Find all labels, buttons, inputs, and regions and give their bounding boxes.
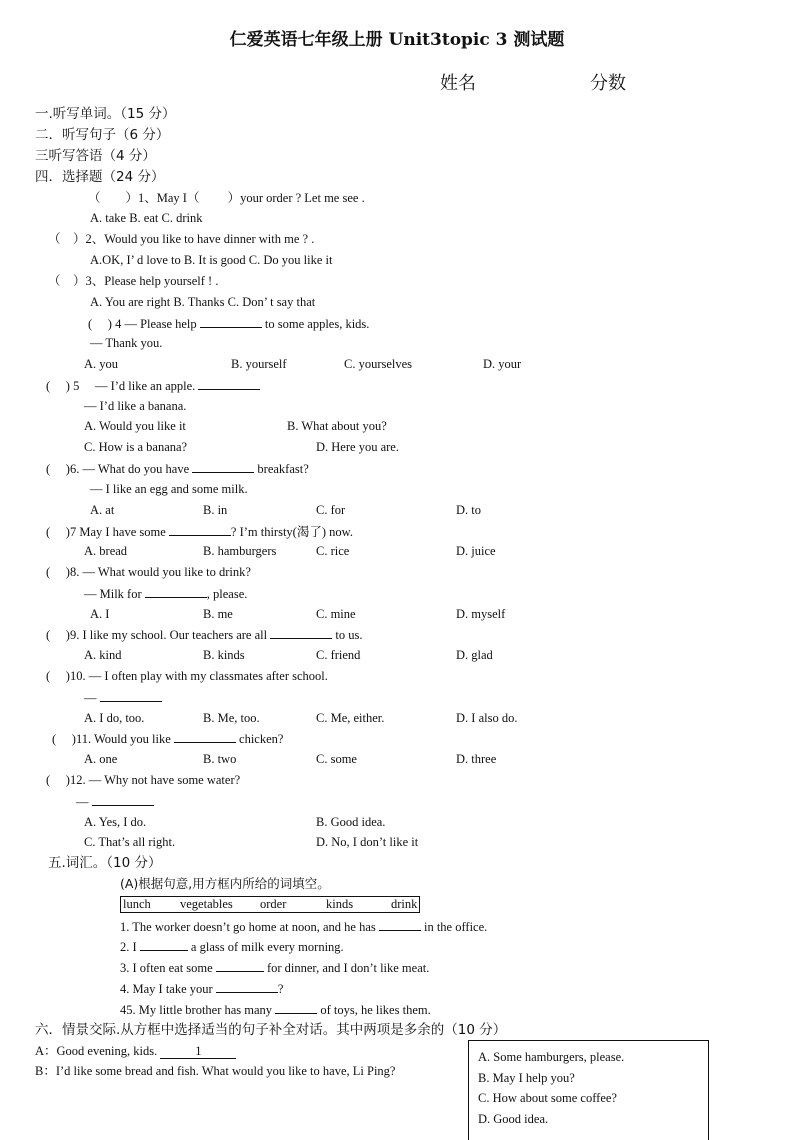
option-a: A. Would you like it <box>84 419 186 433</box>
option-c: C. That’s all right. <box>84 835 176 849</box>
answer-paren[interactable]: ( ) <box>46 565 70 579</box>
reply-text: — <box>76 795 89 809</box>
option-c: C. some <box>316 752 357 766</box>
question-8-reply <box>84 585 247 602</box>
dialog-option-a: A. Some hamburgers, please. <box>478 1050 625 1064</box>
option-a: A. one <box>84 752 118 766</box>
dialog-text: A：Good evening, kids. <box>35 1044 158 1058</box>
option-c: C. How is a banana? <box>84 440 188 454</box>
vocab-text: 4. May I take your <box>120 982 213 996</box>
question-stem: 10. — I often play with my classmates after school. <box>69 669 328 683</box>
question-11 <box>52 730 283 747</box>
word-bank-item: order <box>260 897 287 911</box>
question-stem: 6. — What do you have <box>69 462 190 476</box>
vocab-item-4 <box>120 980 283 997</box>
question-stem: 1、May I（ ）your order ? Let me see . <box>138 191 365 205</box>
fill-blank[interactable] <box>145 585 207 598</box>
dialog-line-a <box>35 1043 236 1059</box>
question-1-options: A. take B. eat C. drink <box>90 211 203 225</box>
option-c: C. for <box>316 503 346 517</box>
vocab-item-3 <box>120 959 429 976</box>
answer-paren[interactable]: ( ) <box>46 628 70 642</box>
option-b: B. kinds <box>203 648 245 662</box>
question-6 <box>46 460 309 477</box>
dialog-line-b: B：I’d like some bread and fish. What would you like to have, Li Ping? <box>35 1064 396 1078</box>
dialog-option-b: B. May I help you? <box>478 1071 575 1085</box>
option-b: B. yourself <box>231 357 287 371</box>
option-c: C. friend <box>316 648 361 662</box>
fill-blank[interactable] <box>379 918 421 931</box>
option-d: D. I also do. <box>456 711 518 725</box>
answer-paren[interactable]: ( ) <box>88 317 112 331</box>
dialog-blank-1[interactable]: 1 <box>160 1044 236 1059</box>
question-5-reply: — I’d like a banana. <box>84 399 187 413</box>
section-4-heading: 四．选择题（24 分） <box>35 169 165 185</box>
option-d: D. myself <box>456 607 506 621</box>
page-title: 仁爱英语七年级上册 Unit3topic 3 测试题 <box>229 30 565 50</box>
vocab-instruction: (A)根据句意,用方框内所给的词填空。 <box>120 876 330 891</box>
question-stem: 4 — Please help <box>115 317 197 331</box>
vocab-text-end: in the office. <box>423 920 488 934</box>
question-4 <box>88 315 369 332</box>
fill-blank[interactable] <box>216 959 264 972</box>
reply-text: — Milk for <box>84 587 142 601</box>
section-3-heading: 三听写答语（4 分） <box>35 148 156 164</box>
question-1 <box>88 190 365 206</box>
option-a: A. you <box>84 357 119 371</box>
vocab-text-end: ? <box>277 982 284 996</box>
dialog-option-d: D. Good idea. <box>478 1112 549 1126</box>
option-d: D. No, I don’t like it <box>316 835 419 849</box>
question-stem: 8. — What would you like to drink? <box>69 565 251 579</box>
option-b: B. me <box>203 607 233 621</box>
option-a: A. I do, too. <box>84 711 145 725</box>
section-6-heading: 六．情景交际.从方框中选择适当的句子补全对话。其中两项是多余的（10 分） <box>35 1022 507 1038</box>
reply-text-end: , please. <box>206 587 248 601</box>
question-12-reply <box>76 793 154 810</box>
question-stem: 7 May I have some <box>69 525 166 539</box>
dialog-option-c: C. How about some coffee? <box>478 1091 617 1105</box>
question-stem: 3、Please help yourself ! . <box>85 274 219 288</box>
section-1-heading: 一.听写单词。（15 分） <box>35 106 176 122</box>
section-5-heading: 五.词汇。（10 分） <box>48 855 162 871</box>
question-10-reply <box>84 689 162 706</box>
vocab-text-end: for dinner, and I don’t like meat. <box>266 961 430 975</box>
word-bank-item: vegetables <box>180 897 233 911</box>
question-2-options: A.OK, I’ d love to B. It is good C. Do you like it <box>90 253 333 267</box>
fill-blank[interactable] <box>270 626 332 639</box>
option-c: C. yourselves <box>344 357 413 371</box>
option-b: B. two <box>203 752 237 766</box>
vocab-text: 45. My little brother has many <box>120 1003 273 1017</box>
question-stem: 12. — Why not have some water? <box>69 773 241 787</box>
fill-blank[interactable] <box>140 938 188 951</box>
answer-paren[interactable]: （ ） <box>88 191 139 205</box>
fill-blank[interactable] <box>169 523 231 536</box>
option-b: B. hamburgers <box>203 544 277 558</box>
reply-text: — <box>84 691 97 705</box>
question-7 <box>46 523 353 540</box>
name-label: 姓名 <box>440 73 476 94</box>
question-stem: 11. Would you like <box>75 732 171 746</box>
option-c: C. mine <box>316 607 356 621</box>
score-label: 分数 <box>590 73 626 94</box>
fill-blank[interactable] <box>198 377 260 390</box>
question-stem-end: chicken? <box>239 732 284 746</box>
section-2-heading: 二．听写句子（6 分） <box>35 127 170 143</box>
fill-blank[interactable] <box>216 980 278 993</box>
option-d: D. your <box>483 357 522 371</box>
answer-paren[interactable]: （ ） <box>48 232 86 246</box>
fill-blank[interactable] <box>92 793 154 806</box>
option-a: A. at <box>90 503 115 517</box>
option-d: D. glad <box>456 648 493 662</box>
answer-paren[interactable]: ( ) <box>52 732 76 746</box>
question-stem-end: ? I’m thirsty(渴了) now. <box>230 525 353 539</box>
answer-paren[interactable]: ( ) <box>46 462 70 476</box>
option-d: D. juice <box>456 544 496 558</box>
option-b: B. Good idea. <box>316 815 386 829</box>
fill-blank[interactable] <box>192 460 254 473</box>
question-10 <box>46 668 328 684</box>
vocab-text-end: a glass of milk every morning. <box>190 940 344 954</box>
vocab-item-1 <box>120 918 487 935</box>
vocab-text: 2. I <box>120 940 137 954</box>
word-bank-item: drink <box>391 897 418 911</box>
fill-blank[interactable] <box>275 1001 317 1014</box>
vocab-text: 1. The worker doesn’t go home at noon, and he has <box>120 920 376 934</box>
question-12 <box>46 772 240 788</box>
question-3-options: A. You are right B. Thanks C. Don’ t say that <box>90 295 316 309</box>
answer-paren[interactable]: ( ) <box>46 773 70 787</box>
word-bank-item: lunch <box>123 897 151 911</box>
question-stem-end: to some apples, kids. <box>264 317 370 331</box>
option-c: C. rice <box>316 544 350 558</box>
question-stem: 9. I like my school. Our teachers are all <box>69 628 268 642</box>
answer-paren[interactable]: ( ) <box>46 669 70 683</box>
fill-blank[interactable] <box>174 730 236 743</box>
question-stem-end: to us. <box>335 628 363 642</box>
option-b: B. in <box>203 503 228 517</box>
option-c: C. Me, either. <box>316 711 385 725</box>
vocab-item-5 <box>120 1001 431 1018</box>
option-b: B. Me, too. <box>203 711 260 725</box>
option-b: B. What about you? <box>287 419 387 433</box>
dialog-options-box <box>468 1040 709 1140</box>
option-d: D. three <box>456 752 497 766</box>
answer-paren[interactable]: （ ） <box>48 274 86 288</box>
fill-blank[interactable] <box>200 315 262 328</box>
option-a: A. kind <box>84 648 122 662</box>
question-stem: 2、Would you like to have dinner with me ? . <box>85 232 315 246</box>
vocab-item-2 <box>120 938 344 955</box>
option-a: A. bread <box>84 544 128 558</box>
option-a: A. I <box>90 607 110 621</box>
question-8 <box>46 564 251 580</box>
question-2 <box>48 231 314 247</box>
question-6-reply: — I like an egg and some milk. <box>90 482 248 496</box>
vocab-text-end: of toys, he likes them. <box>320 1003 431 1017</box>
question-9 <box>46 626 362 643</box>
option-d: D. to <box>456 503 481 517</box>
question-5 <box>46 377 260 394</box>
answer-paren[interactable]: ( ) <box>46 525 70 539</box>
fill-blank[interactable] <box>100 689 162 702</box>
question-stem-end: breakfast? <box>257 462 309 476</box>
question-3 <box>48 273 218 289</box>
word-bank-box <box>120 896 420 913</box>
question-stem: 5 — I’d like an apple. <box>73 379 196 393</box>
option-d: D. Here you are. <box>316 440 399 454</box>
word-bank-item: kinds <box>326 897 354 911</box>
answer-paren[interactable]: ( ) <box>46 379 70 393</box>
question-4-reply: — Thank you. <box>90 336 163 350</box>
vocab-text: 3. I often eat some <box>120 961 213 975</box>
option-a: A. Yes, I do. <box>84 815 147 829</box>
